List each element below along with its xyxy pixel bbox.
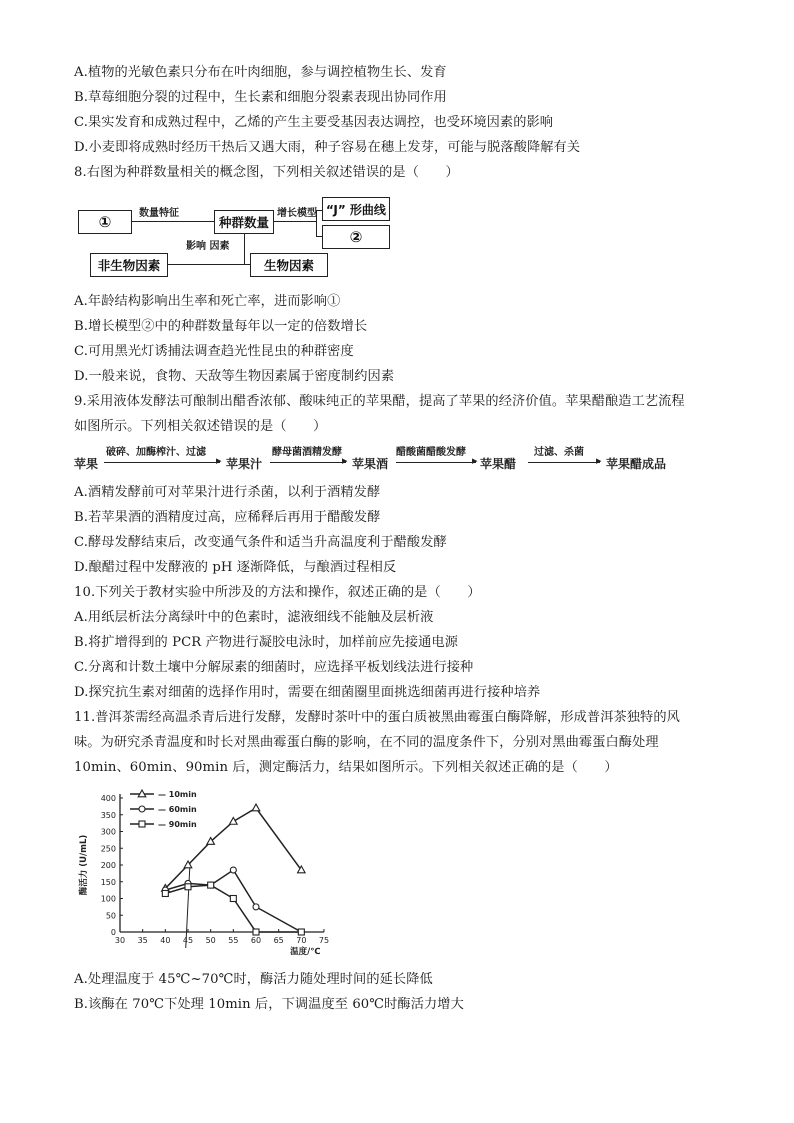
q8-concept-diagram [74, 190, 434, 280]
x-axis-label: 温度/℃ [290, 947, 321, 957]
diagram-box-population: 种群数量 [214, 210, 274, 234]
q11-option-a: A.处理温度于 45℃~70℃时，酶活力随处理时间的延长降低 [74, 972, 433, 987]
diagram-box-2: ② [322, 225, 390, 249]
x-tick-label: 40 [160, 936, 171, 945]
point-90min [230, 896, 236, 902]
q9-stem-line2: 如图所示。下列相关叙述错误的是（ ） [74, 419, 327, 434]
point-60min [253, 904, 259, 910]
diagram-box-1: ① [78, 210, 132, 234]
x-tick-label: 30 [114, 936, 126, 945]
q8-option-b: B.增长模型②中的种群数量每年以一定的倍数增长 [74, 319, 368, 334]
legend-label: — 10min [158, 790, 197, 799]
flow-node-wine: 苹果酒 [352, 457, 389, 471]
flow-node-juice: 苹果汁 [226, 457, 263, 471]
point-10min [230, 817, 238, 824]
series-line-90min [165, 885, 301, 932]
diagram-label-feature: 数量特征 [138, 204, 180, 219]
y-tick-label: 50 [105, 911, 116, 921]
diagram-box-biotic: 生物因素 [250, 253, 328, 277]
flow-node-product: 苹果醋成品 [606, 457, 667, 471]
q7-option-c: C.果实发育和成熟过程中，乙烯的产生主要受基因表达调控，也受环境因素的影响 [74, 115, 554, 130]
point-10min [252, 804, 260, 811]
y-tick-label: 100 [100, 894, 116, 904]
q10-option-c: C.分离和计数土壤中分解尿素的细菌时，应选择平板划线法进行接种 [74, 660, 474, 675]
diagram-label-factor: 影响 因素 [186, 241, 230, 252]
q8-option-c: C.可用黑光灯诱捕法调查趋光性昆虫的种群密度 [74, 344, 354, 359]
q11-stem-line3: 10min、60min、90min 后，测定酶活力，结果如图所示。下列相关叙述正确的是（ ） [74, 760, 618, 775]
x-tick-label: 55 [228, 936, 239, 945]
point-60min [230, 867, 236, 873]
x-tick-label: 50 [205, 936, 216, 945]
q9-option-d: D.酿醋过程中发酵液的 pH 逐渐降低，与酿酒过程相反 [74, 560, 397, 575]
point-90min [208, 882, 214, 888]
y-tick-label: 200 [100, 861, 116, 870]
diagram-box-abiotic: 非生物因素 [90, 253, 168, 277]
y-tick-label: 0 [110, 928, 116, 937]
y-tick-label: 400 [100, 794, 116, 803]
q11-stem-line2: 味。为研究杀青温度和时长对黑曲霉蛋白酶的影响，在不同的温度条件下，分别对黑曲霉蛋白酶处理 [74, 735, 659, 750]
legend-label: — 90min [158, 820, 197, 829]
flow-node-vinegar: 苹果醋 [480, 457, 517, 471]
point-90min [253, 929, 259, 935]
q11-option-b: B.该酶在 70℃下处理 10min 后，下调温度至 60℃时酶活力增大 [74, 997, 464, 1012]
q7-option-b: B.草莓细胞分裂的过程中，生长素和细胞分裂素表现出协同作用 [74, 90, 447, 105]
q9-stem-line1: 9.采用液体发酵法可酿制出醋香浓郁、酸味纯正的苹果醋，提高了苹果的经济价值。苹果醋酿造工艺流程 [74, 394, 685, 409]
flow-arrow-label-1: 破碎、加酶榨汁、过滤 [106, 447, 206, 458]
q7-option-a: A.植物的光敏色素只分布在叶肉细胞，参与调控植物生长、发育 [74, 65, 447, 80]
x-tick-label: 70 [296, 936, 307, 945]
q9-process-flow: 苹果 破碎、加酶榨汁、过滤 ▸ 苹果汁 酵母菌酒精发酵 ▸ 苹果酒 醋酸菌醋酸发酵 ▸ 苹果醋 过滤、杀菌 ▸ 苹果醋成品 [74, 443, 674, 477]
enzyme-activity-chart [74, 786, 334, 962]
q8-stem: 8.右图为种群数量相关的概念图，下列相关叙述错误的是（ ） [74, 165, 459, 180]
x-tick-label: 75 [318, 936, 330, 945]
point-90min [162, 890, 168, 896]
x-tick-label: 65 [273, 936, 284, 945]
point-90min [298, 929, 304, 935]
diagram-box-j-curve: “J” 形曲线 [322, 197, 390, 221]
y-tick-label: 150 [100, 877, 116, 887]
flow-arrow-label-3: 醋酸菌醋酸发酵 [396, 447, 466, 458]
q10-option-d: D.探究抗生素对细菌的选择作用时，需要在细菌圈里面挑选细菌再进行接种培养 [74, 685, 541, 700]
legend-marker-60min [139, 806, 145, 812]
q10-option-b: B.将扩增得到的 PCR 产物进行凝胶电泳时，加样前应先接通电源 [74, 635, 459, 650]
legend-marker-90min [139, 821, 145, 827]
x-tick-label: 35 [137, 936, 148, 945]
q8-option-a: A.年龄结构影响出生率和死亡率，进而影响① [74, 294, 341, 309]
x-tick-label: 45 [182, 936, 194, 945]
q9-option-c: C.酵母发酵结束后，改变通气条件和适当升高温度利于醋酸发酵 [74, 535, 447, 550]
y-tick-label: 250 [100, 844, 116, 854]
y-axis-label: 酶活力 (U/mL) [79, 834, 89, 896]
q9-option-a: A.酒精发酵前可对苹果汁进行杀菌，以利于酒精发酵 [74, 485, 381, 500]
y-tick-label: 350 [100, 810, 116, 820]
flow-node-apple: 苹果 [74, 457, 99, 471]
flow-arrow-label-4: 过滤、杀菌 [534, 447, 584, 458]
q7-option-d: D.小麦即将成熟时经历干热后又遇大雨，种子容易在穗上发芽，可能与脱落酸降解有关 [74, 140, 581, 155]
q11-stem-line1: 11.普洱茶需经高温杀青后进行发酵，发酵时茶叶中的蛋白质被黑曲霉蛋白酶降解，形成普洱茶独特的风 [74, 710, 680, 725]
diagram-label-model: 增长模型 [276, 204, 318, 219]
legend-label: — 60min [158, 805, 197, 814]
flow-arrow-label-2: 酵母菌酒精发酵 [272, 447, 342, 458]
q10-stem: 10.下列关于教材实验中所涉及的方法和操作，叙述正确的是（ ） [74, 585, 481, 600]
point-90min [185, 884, 191, 890]
y-tick-label: 300 [100, 827, 116, 837]
q10-option-a: A.用纸层析法分离绿叶中的色素时，滤液细线不能触及层析液 [74, 610, 434, 625]
q8-option-d: D.一般来说，食物、天敌等生物因素属于密度制约因素 [74, 369, 395, 384]
x-tick-label: 60 [250, 936, 262, 945]
q9-option-b: B.若苹果酒的酒精度过高，应稀释后再用于醋酸发酵 [74, 510, 381, 525]
